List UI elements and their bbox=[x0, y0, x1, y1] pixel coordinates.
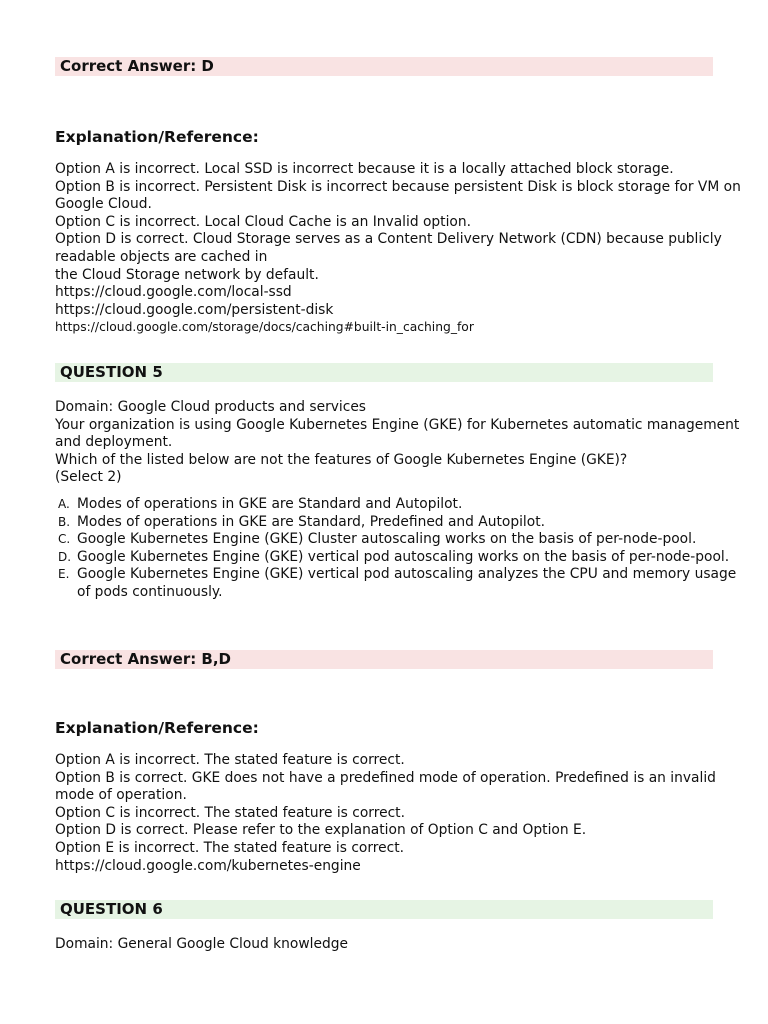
correct-answer-bar: Correct Answer: B,D bbox=[55, 650, 713, 669]
option-letter: E. bbox=[58, 567, 70, 582]
explanation-line: Option C is incorrect. Local Cloud Cache is an Invalid option. bbox=[55, 213, 471, 230]
question-domain: Domain: Google Cloud products and services bbox=[55, 399, 366, 415]
question-text bbox=[55, 936, 745, 954]
option-c[interactable] bbox=[55, 531, 745, 549]
option-text: Google Kubernetes Engine (GKE) vertical pod autoscaling analyzes the CPU and memory usage of pods continuously. bbox=[77, 566, 737, 600]
question-line: Which of the listed below are not the features of Google Kubernetes Engine (GKE)? bbox=[55, 451, 628, 468]
question-domain: Domain: General Google Cloud knowledge bbox=[55, 936, 348, 952]
option-d[interactable] bbox=[55, 549, 745, 567]
question-title-bar: QUESTION 6 bbox=[55, 900, 713, 919]
question-line: Your organization is using Google Kubernetes Engine (GKE) for Kubernetes automatic management and deployment. bbox=[55, 416, 740, 451]
option-text: Google Kubernetes Engine (GKE) Cluster autoscaling works on the basis of per-node-pool. bbox=[77, 531, 697, 548]
explanation-heading: Explanation/Reference: bbox=[55, 719, 259, 737]
option-text: Google Kubernetes Engine (GKE) vertical pod autoscaling works on the basis of per-node-pool. bbox=[77, 548, 730, 565]
option-letter: C. bbox=[58, 532, 71, 547]
option-b[interactable] bbox=[55, 514, 745, 532]
question-title-bar: QUESTION 5 bbox=[55, 363, 713, 382]
explanation-line: the Cloud Storage network by default. bbox=[55, 266, 319, 283]
reference-link[interactable]: https://cloud.google.com/persistent-disk bbox=[55, 301, 334, 318]
explanation-text bbox=[55, 752, 745, 875]
explanation-line: Option D is correct. Cloud Storage serves as a Content Delivery Network (CDN) because publicly readable objects are cached in bbox=[55, 231, 722, 265]
correct-answer-bar: Correct Answer: D bbox=[55, 57, 713, 76]
option-text: Modes of operations in GKE are Standard and Autopilot. bbox=[77, 496, 463, 512]
question-text bbox=[55, 399, 745, 487]
explanation-line: Option A is incorrect. Local SSD is incorrect because it is a locally attached block storage. bbox=[55, 161, 674, 177]
option-letter: B. bbox=[58, 514, 71, 529]
explanation-line: Option B is incorrect. Persistent Disk is incorrect because persistent Disk is block storage for VM on Google Cloud. bbox=[55, 178, 741, 213]
explanation-line: Option E is incorrect. The stated feature is correct. bbox=[55, 839, 405, 856]
reference-link[interactable]: https://cloud.google.com/storage/docs/caching#built-in_caching_for bbox=[55, 320, 474, 335]
explanation-line: Option A is incorrect. The stated feature is correct. bbox=[55, 752, 405, 768]
reference-link[interactable]: https://cloud.google.com/local-ssd bbox=[55, 284, 292, 301]
question-line: (Select 2) bbox=[55, 469, 122, 486]
explanation-line: Option D is correct. Please refer to the explanation of Option C and Option E. bbox=[55, 822, 587, 839]
option-letter: D. bbox=[58, 549, 72, 564]
explanation-heading: Explanation/Reference: bbox=[55, 128, 259, 146]
explanation-line: Option C is incorrect. The stated feature is correct. bbox=[55, 804, 405, 821]
explanation-text bbox=[55, 161, 745, 337]
reference-link[interactable]: https://cloud.google.com/kubernetes-engine bbox=[55, 857, 361, 874]
explanation-line: Option B is correct. GKE does not have a predefined mode of operation. Predefined is an invalid mode of operation. bbox=[55, 769, 716, 804]
option-a[interactable] bbox=[55, 496, 745, 514]
answer-options bbox=[55, 496, 745, 602]
option-letter: A. bbox=[58, 497, 70, 511]
option-text: Modes of operations in GKE are Standard, Predefined and Autopilot. bbox=[77, 513, 545, 530]
option-e[interactable] bbox=[55, 566, 745, 601]
